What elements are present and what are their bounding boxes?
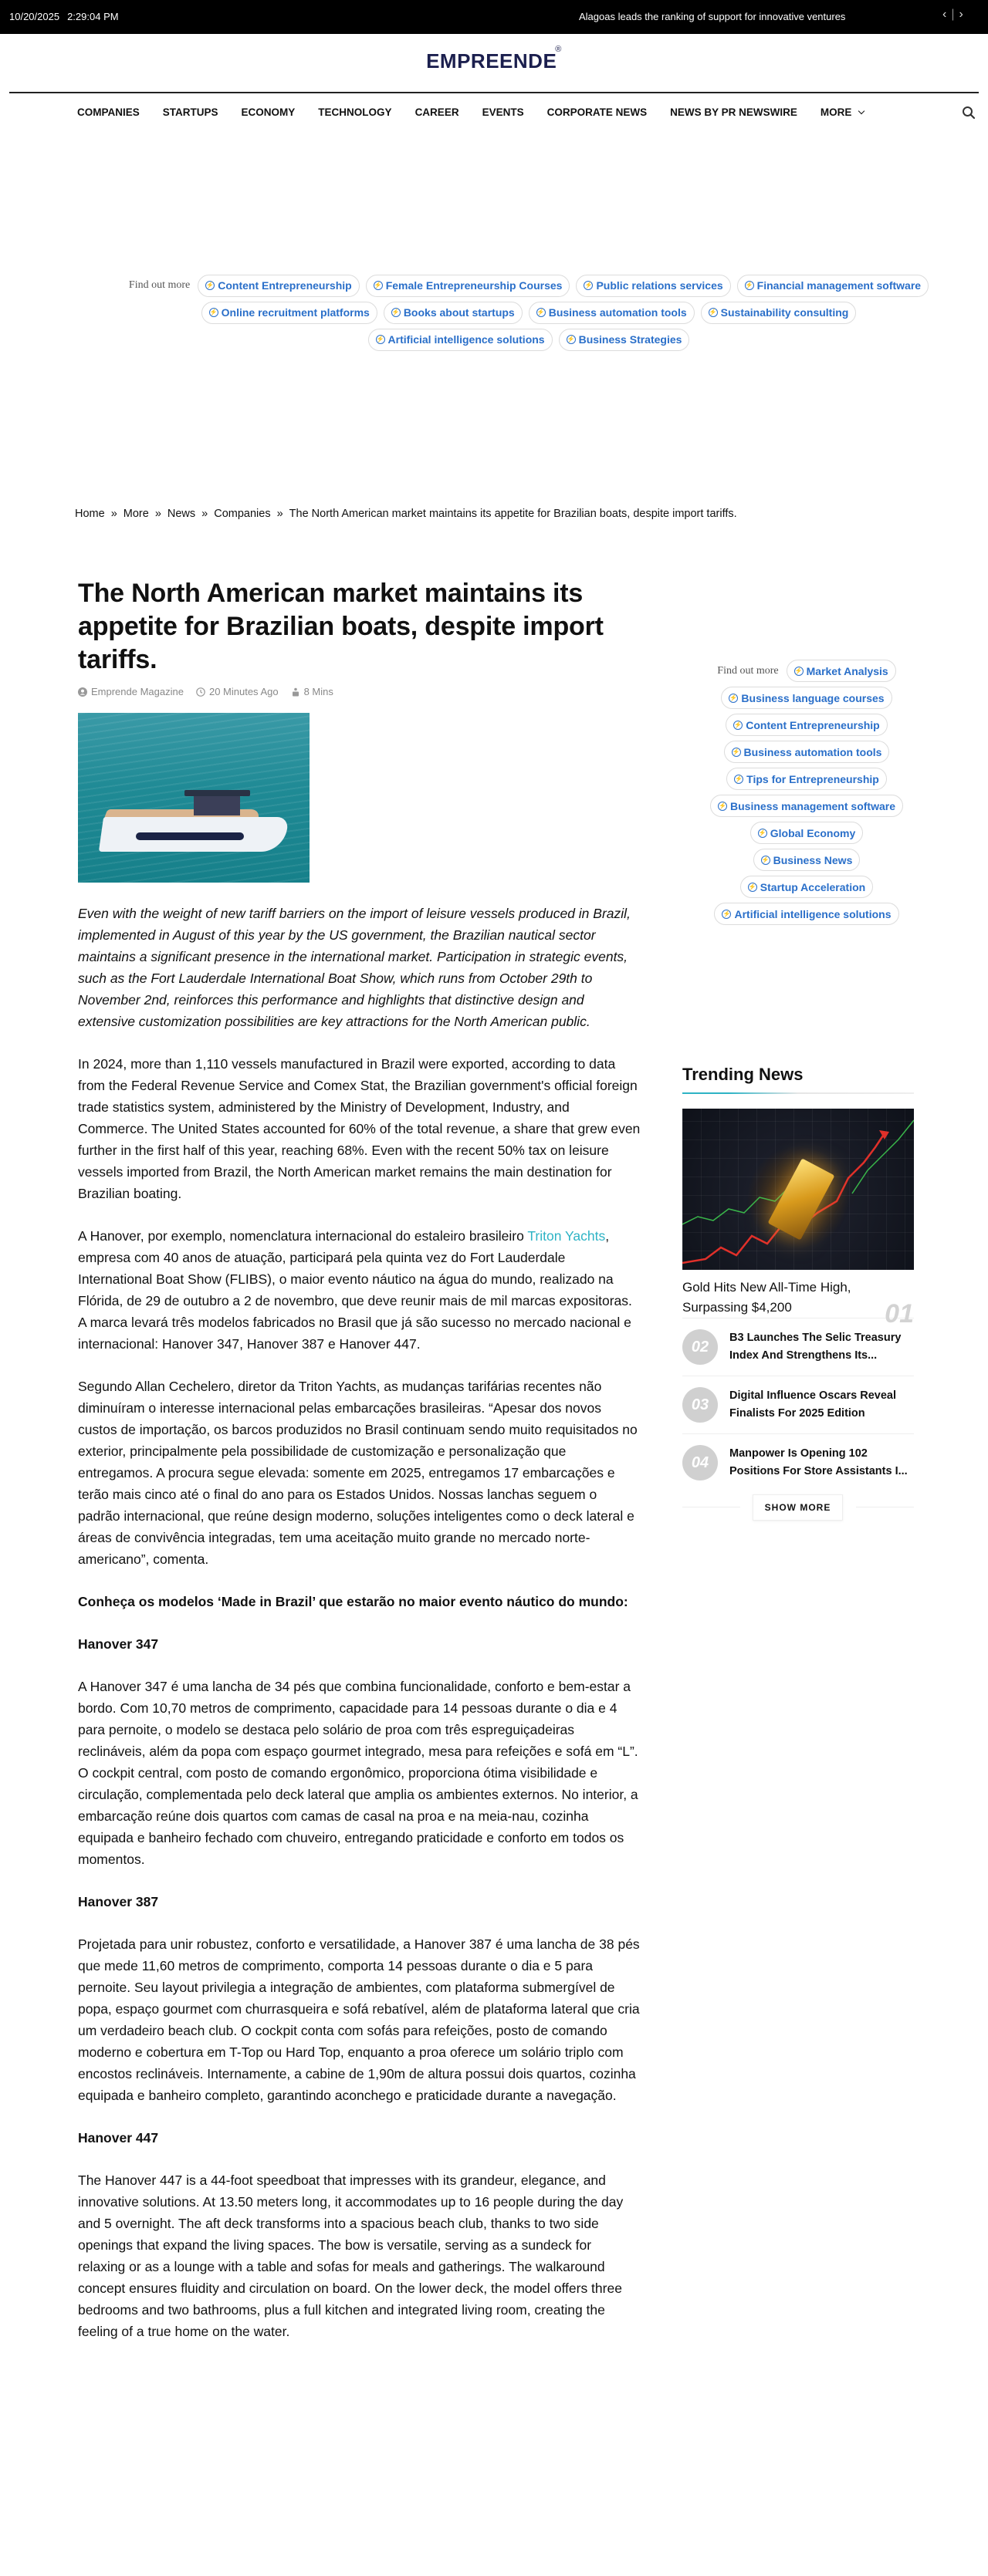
bolt-icon: ⚡ [374,282,382,289]
find-more-row [679,741,934,763]
ticker-separator: | [951,8,955,21]
show-more-wrap [682,1494,914,1521]
breadcrumb-separator: » [201,508,208,520]
trending-rank: 02 [682,1329,718,1365]
topic-pill[interactable] [750,822,863,844]
nav-more-label: MORE [820,106,852,118]
breadcrumb-separator: » [110,508,117,520]
trending-item-title[interactable]: B3 Launches The Selic Treasury Index And Strengthens Its... [729,1332,902,1362]
breadcrumb-home[interactable]: Home [75,508,105,520]
find-more-label: Find out more [128,279,191,291]
current-date: 10/20/2025 [9,11,60,22]
topic-pill[interactable] [384,302,523,324]
nav-item-more[interactable] [821,106,864,118]
ticker-next-button[interactable]: › [959,8,963,21]
ticker-controls [940,8,966,22]
article-title: The North American market maintains its appetite for Brazilian boats, despite import tariffs. [78,579,604,674]
paragraph-text: A Hanover, por exemplo, nomenclatura internacional do estaleiro brasileiro [78,1228,528,1244]
nav-item-companies[interactable]: COMPANIES [77,106,140,118]
breadcrumb-separator: » [154,508,161,520]
site-logo[interactable] [0,45,988,73]
pill-label: Online recruitment platforms [221,306,370,319]
nav-item-corporate-news[interactable]: CORPORATE NEWS [546,106,648,118]
nav-item-career[interactable]: CAREER [414,106,459,118]
article-paragraph: In 2024, more than 1,110 vessels manufactured in Brazil were exported, according to data from the Federal Revenue Service and Comex Stat, the Brazilian government's official foreign trade statistics system, administered by the Ministry of Development, Industry, and Commerce. The United States accounted for 60% of the total revenue, a share that grew even further in the first half of this year, reaching 68%. Even with the recent 50% tax on leisure vessels imported from Brazil, the North American market remains the main destination for Brazilian boating. [78,1056,641,1201]
bolt-icon: ⚡ [722,910,731,917]
topic-pill[interactable] [366,275,570,297]
topic-pill[interactable] [201,302,377,324]
find-more-row [679,795,934,817]
trending-featured[interactable] [682,1278,914,1329]
bolt-icon: ⚡ [709,309,717,316]
pill-label: Business language courses [741,691,885,704]
user-icon [78,687,87,697]
pill-label: Financial management software [756,279,922,292]
section-heading: Hanover 447 [78,2130,159,2146]
article-paragraph: Segundo Allan Cechelero, diretor da Triton Yachts, as mudanças tarifárias recentes não diminuíram o interesse internacional pelas embarcações brasileiras. “Apesar dos novos custos de importação, os barcos produzidos no Brasil continuam sendo muito requisitados no exterior, principalmente pela possibilidade de customização e personalização que entregamos. A procura segue elevada: somente em 2025, entregamos 17 embarcações e terão mais cinco até o final do ano para os Estados Unidos. Nossas lanchas seguem o padrão internacional, que reúne design moderno, soluções inteligentes como o deck lateral e áreas de convivência integradas, tem uma aceitação muito grande no mercado norte-americano”, comenta. [78,1379,638,1567]
topic-pill[interactable] [787,660,896,682]
author-name: Emprende Magazine [91,686,184,697]
bolt-icon: ⚡ [209,309,218,316]
breadcrumb-news[interactable]: News [167,508,196,520]
trending-rank: 03 [682,1387,718,1423]
bolt-icon: ⚡ [719,802,726,809]
section-heading: Hanover 347 [78,1636,159,1652]
trending-featured-title[interactable]: Gold Hits New All-Time High, Surpassing $4,200 [682,1280,851,1315]
nav-item-economy[interactable]: ECONOMY [241,106,296,118]
nav-item-pr-newswire[interactable]: NEWS BY PR NEWSWIRE [670,106,797,118]
bolt-icon: ⚡ [732,748,740,755]
find-more-row [679,687,934,709]
article-paragraph: A Hanover 347 é uma lancha de 34 pés que combina funcionalidade, conforto e bem-estar a bordo. Com 10,70 metros de comprimento, capacidade para 14 pessoas durante o dia e 4 para pernoite, o modelo se destaca pelo solário de proa com três espreguiçadeiras reclináveis, além da popa com espaço gourmet integrado, mesa para refeições e sofá em “L”. O cockpit central, com posto de comando ergonômico, proporciona ótima visibilidade e circulação, complementada pelo deck lateral que amplia os ambientes externos. No interior, a embarcação reúne dois quartos com camas de casal na proa e na meia-nau, cozinha equipada e banheiro fechado com chuveiro, entregando praticidade e conforto em todos os momentos. [78,1679,638,1867]
topic-pill[interactable] [753,849,861,871]
bolt-icon: ⚡ [391,309,400,316]
topic-pill[interactable] [576,275,730,297]
news-ticker[interactable]: Alagoas leads the ranking of support for innovative ventures [579,11,846,22]
article [78,577,641,2342]
pill-label: Business Strategies [578,333,682,346]
trending-featured-image[interactable] [682,1109,914,1270]
pill-label: Startup Acceleration [760,880,866,893]
find-more-row [85,301,973,324]
bolt-icon: ⚡ [536,309,545,316]
bolt-icon: ⚡ [794,667,803,674]
find-more-label: Find out more [717,664,779,677]
article-hero-image [78,713,310,883]
registered-mark: ® [555,45,562,54]
pill-label: Artificial intelligence solutions [734,907,892,920]
section-heading: Hanover 387 [78,1894,159,1909]
topic-pill[interactable] [710,795,903,817]
bolt-icon: ⚡ [758,829,766,836]
find-more-row [679,876,934,898]
find-out-more-top [85,274,973,355]
main-nav [77,106,887,118]
bolt-icon: ⚡ [761,856,770,863]
find-more-row [679,768,934,790]
pill-label: Books about startups [403,306,515,319]
breadcrumb-current: The North American market maintains its appetite for Brazilian boats, despite import tariffs. [289,508,737,520]
pill-label: Market Analysis [806,664,888,677]
read-time [291,686,333,697]
bolt-icon: ⚡ [206,282,215,289]
nav-item-startups[interactable]: STARTUPS [162,106,218,118]
breadcrumb [75,508,737,520]
find-more-row [85,274,973,297]
bolt-icon: ⚡ [734,721,743,728]
trending-item[interactable] [682,1318,914,1376]
bolt-icon: ⚡ [748,883,756,890]
find-more-row [679,660,934,682]
find-more-row [679,849,934,871]
pill-label: Content Entrepreneurship [746,718,880,731]
search-icon[interactable] [962,106,976,120]
article-paragraph [78,1225,641,1355]
bolt-icon: ⚡ [567,336,575,343]
pill-label: Artificial intelligence solutions [387,333,545,346]
pill-label: Tips for Entrepreneurship [746,772,879,785]
pill-label: Global Economy [770,826,856,839]
topic-pill[interactable] [529,302,695,324]
breadcrumb-companies[interactable]: Companies [214,508,271,520]
bolt-icon: ⚡ [376,336,384,343]
bolt-icon: ⚡ [584,282,593,289]
pill-label: Business automation tools [548,306,687,319]
header-divider [9,92,979,93]
trending-title: Trending News [682,1065,804,1084]
time-ago: 20 Minutes Ago [208,686,279,697]
read-time-value: 8 Mins [303,686,333,697]
pill-label: Female Entrepreneurship Courses [385,279,563,292]
nav-item-technology[interactable]: TECHNOLOGY [318,106,392,118]
topic-pill[interactable] [559,329,690,351]
ticker-prev-button[interactable]: ‹ [942,8,947,21]
trending-item[interactable] [682,1433,914,1491]
pill-label: Public relations services [596,279,723,292]
bolt-icon: ⚡ [729,694,738,701]
find-more-row [679,714,934,736]
topic-pill[interactable] [714,903,898,925]
pill-label: Sustainability consulting [720,306,849,319]
publish-time [196,686,279,697]
topic-pill[interactable] [726,714,887,736]
trending-underline [682,1092,914,1094]
date-time [9,11,127,22]
trending-rank: 04 [682,1445,718,1480]
article-lead: Even with the weight of new tariff barriers on the import of leisure vessels produced in Brazil, implemented in August of this year by the US government, the Brazilian nautical sector maintains a significant presence in the international market. Participation in strategic events, such as the Fort Lauderdale International Boat Show, which runs from October 29th to November 2nd, reinforces this performance and highlights that distinctive design and extensive customization possibilities are key attractions for the North American public. [78,906,631,1029]
topic-pill[interactable] [368,329,553,351]
nav-item-events[interactable]: EVENTS [482,106,524,118]
topic-pill[interactable] [724,741,890,763]
topic-pill[interactable] [198,275,359,297]
article-paragraph: Projetada para unir robustez, conforto e versatilidade, a Hanover 387 é uma lancha de 38 pés que mede 11,60 metros de comprimento, comporta 14 pessoas durante o dia e 5 para pernoite. Seu layout privilegia a integração de ambientes, com plataforma submergível de popa, espaço gourmet com churrasqueira e sofá rebatível, além de plataforma lateral que cria um verdadeiro beach club. O cockpit conta com sofás para refeições, posto de comando moderno e cobertura em T-Top ou Hard Top, enquanto a proa oferece um solário triplo com encostos reclináveis. Internamente, a cabine de 1,90m de altura possui dois quartos, cozinha equipada e banheiro completo, garantindo aconchego e praticidade durante a navegação. [78,1936,640,2103]
pill-label: Business automation tools [743,745,882,758]
author[interactable] [78,686,184,697]
find-more-row [679,903,934,925]
trending-item-title[interactable]: Digital Influence Oscars Reveal Finalists For 2025 Edition [729,1389,896,1420]
logo-text: EMPREENDE [426,49,557,73]
trending-news [682,1065,914,1521]
topic-pill[interactable] [726,768,887,790]
show-more-button[interactable]: SHOW MORE [753,1494,843,1521]
topic-pill[interactable] [701,302,857,324]
trending-item[interactable] [682,1376,914,1433]
trending-item-title[interactable]: Manpower Is Opening 102 Positions For Store Assistants I... [729,1447,908,1477]
chevron-down-icon [858,107,864,113]
pill-label: Business News [773,853,853,866]
triton-yachts-link[interactable]: Triton Yachts [527,1228,606,1244]
reading-icon [291,687,300,697]
breadcrumb-separator: » [276,508,283,520]
find-more-row [679,822,934,844]
paragraph-text: , empresa com 40 anos de atuação, participará pela quinta vez do Fort Lauderdale International Boat Show (FLIBS), o maior evento náutico na água do mundo, realizado na Flórida, de 29 de outubro a 2 de novembro, que deve reunir mais de mil marcas expositoras. A marca levará três modelos fabricados no Brasil que já são sucesso no mercado nacional e internacional: Hanover 347, Hanover 387 e Hanover 447. [78,1228,632,1352]
bolt-icon: ⚡ [735,775,743,782]
pill-label: Business management software [730,799,895,812]
trending-rank: 01 [885,1299,914,1329]
find-more-row [85,328,973,351]
breadcrumb-more[interactable]: More [123,508,149,520]
section-heading: Conheça os modelos ‘Made in Brazil’ que estarão no maior evento náutico do mundo: [78,1594,628,1609]
pill-label: Content Entrepreneurship [218,279,352,292]
top-bar [0,0,988,34]
topic-pill[interactable] [740,876,873,898]
topic-pill[interactable] [721,687,892,709]
article-paragraph: The Hanover 447 is a 44-foot speedboat that impresses with its grandeur, elegance, and innovative solutions. At 13.50 meters long, it accommodates up to 16 people during the day and 5 overnight. The aft deck transforms into a spacious beach club, thanks to two side openings that expand the living spaces. The bow is versatile, serving as a sundeck for relaxing or as a lounge with a table and sofas for meals and gatherings. The walkaround concept ensures fluidity and circulation on board. On the lower deck, the model offers three bedrooms and two bathrooms, plus a full kitchen and integrated living room, creating the feeling of a true home on the water. [78,2173,624,2339]
article-meta [78,686,641,697]
clock-icon [196,687,205,697]
find-out-more-sidebar [679,660,934,930]
bolt-icon: ⚡ [745,282,753,289]
topic-pill[interactable] [737,275,929,297]
current-time: 2:29:04 PM [67,11,119,22]
